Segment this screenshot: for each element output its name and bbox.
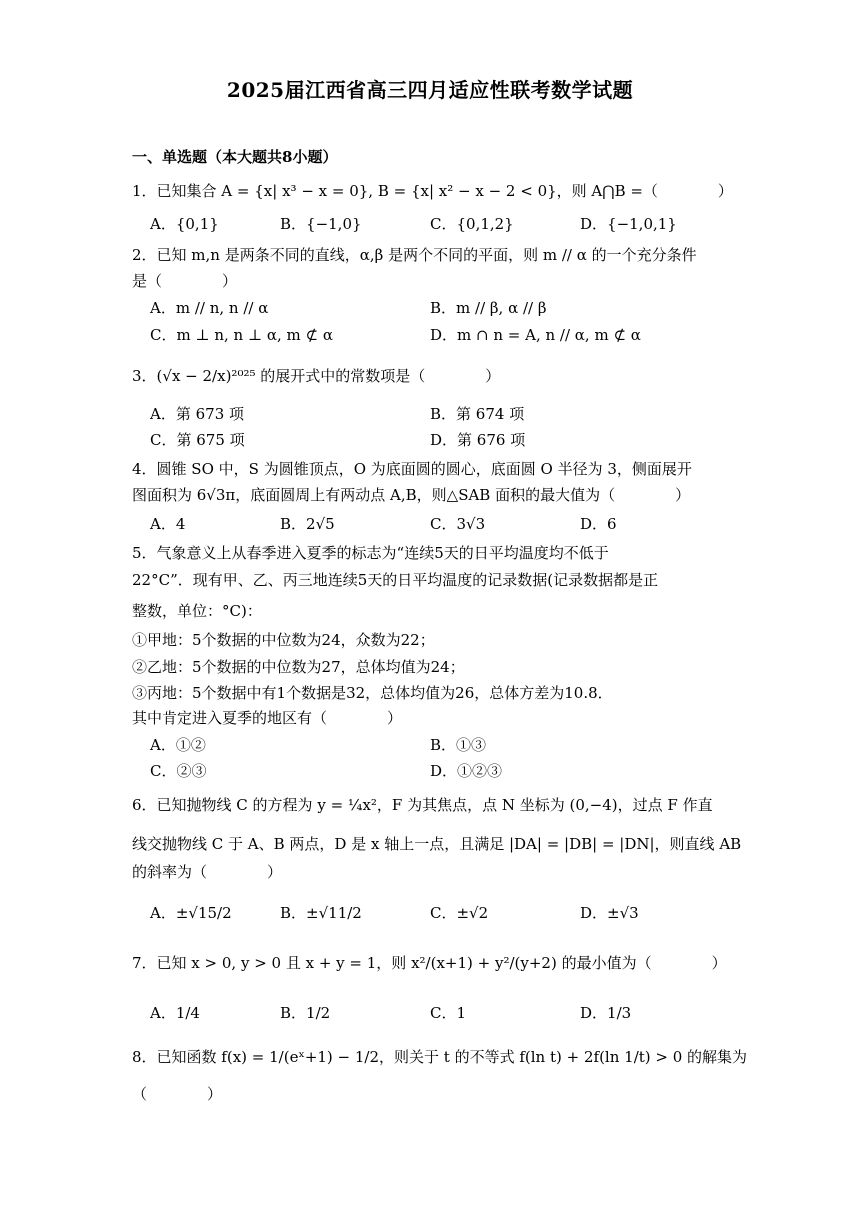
q2-option-c: C．m ⊥ n, n ⊥ α, m ⊄ α: [150, 326, 333, 344]
q6-line3: 的斜率为（ ）: [132, 863, 283, 881]
q3-option-d: D．第 676 项: [430, 431, 526, 449]
q6-option-a: A．±√15/2: [150, 904, 232, 922]
q1-option-c: C．{0,1,2}: [430, 215, 514, 233]
q7-stem: 7．已知 x > 0, y > 0 且 x + y = 1，则 x²/(x+1) + y²/(y+2) 的最小值为（ ）: [132, 954, 727, 972]
q2-option-d: D．m ∩ n = A, n // α, m ⊄ α: [430, 326, 641, 344]
q5-line5: ②乙地：5个数据的中位数为27，总体均值为24；: [132, 658, 465, 676]
q5-option-b: B．①③: [430, 736, 487, 754]
q5-line1: 5．气象意义上从春季进入夏季的标志为“连续5天的日平均温度均不低于: [132, 544, 609, 562]
q5-line6: ③丙地：5个数据中有1个数据是32，总体均值为26，总体方差为10.8．: [132, 684, 613, 702]
q5-line4: ①甲地：5个数据的中位数为24，众数为22；: [132, 631, 435, 649]
q6-option-c: C．±√2: [430, 904, 489, 922]
q2-option-b: B．m // β, α // β: [430, 299, 547, 317]
q8-line1: 8．已知函数 f(x) = 1/(eˣ+1) − 1/2，则关于 t 的不等式 f(ln t) + 2f(ln 1/t) > 0 的解集为: [132, 1048, 748, 1066]
q5-line7: 其中肯定进入夏季的地区有（ ）: [132, 709, 403, 727]
q2-option-a: A．m // n, n // α: [150, 299, 269, 317]
q5-option-a: A．①②: [150, 736, 206, 754]
q4-stem-line1: 4．圆锥 SO 中，S 为圆锥顶点，O 为底面圆的圆心，底面圆 O 半径为 3，侧面展开: [132, 460, 692, 478]
q1-option-a: A．{0,1}: [150, 215, 219, 233]
q4-option-c: C．3√3: [430, 515, 486, 533]
q4-option-b: B．2√5: [280, 515, 335, 533]
q5-line2: 22°C”．现有甲、乙、丙三地连续5天的日平均温度的记录数据(记录数据都是正: [132, 571, 659, 589]
q1-option-d: D．{−1,0,1}: [580, 215, 677, 233]
q3-option-b: B．第 674 项: [430, 405, 525, 423]
q6-line2: 线交抛物线 C 于 A、B 两点，D 是 x 轴上一点，且满足 |DA| = |DB| = |DN|，则直线 AB: [132, 835, 742, 853]
page-title: 2025届江西省高三四月适应性联考数学试题: [226, 78, 634, 102]
q1-stem: 1．已知集合 A = {x| x³ − x = 0}, B = {x| x² − x − 2 < 0}，则 A⋂B =（ ）: [132, 182, 733, 200]
q5-line3: 整数，单位：°C)：: [132, 602, 262, 620]
q7-option-c: C．1: [430, 1004, 467, 1022]
q3-option-c: C．第 675 项: [150, 431, 245, 449]
q2-stem-line1: 2．已知 m,n 是两条不同的直线，α,β 是两个不同的平面，则 m // α 的一个充分条件: [132, 246, 697, 264]
q8-line2: （ ）: [132, 1085, 223, 1103]
q5-option-c: C．②③: [150, 762, 207, 780]
q4-stem-line2: 图面积为 6√3π，底面圆周上有两动点 A,B，则△SAB 面积的最大值为（ ）: [132, 486, 691, 504]
q3-option-a: A．第 673 项: [150, 405, 244, 423]
q6-option-d: D．±√3: [580, 904, 639, 922]
q7-option-b: B．1/2: [280, 1004, 331, 1022]
q7-option-d: D．1/3: [580, 1004, 632, 1022]
q5-option-d: D．①②③: [430, 762, 503, 780]
q7-option-a: A．1/4: [150, 1004, 200, 1022]
q6-option-b: B．±√11/2: [280, 904, 362, 922]
q2-stem-line2: 是（ ）: [132, 272, 238, 290]
section-heading: 一、单选题（本大题共8小题）: [132, 148, 338, 166]
q4-option-a: A．4: [150, 515, 186, 533]
q4-option-d: D．6: [580, 515, 617, 533]
q3-stem: 3．(√x − 2/x)²⁰²⁵ 的展开式中的常数项是（ ）: [132, 367, 501, 385]
q1-option-b: B．{−1,0}: [280, 215, 362, 233]
q6-line1: 6．已知抛物线 C 的方程为 y = ¼x²，F 为其焦点，点 N 坐标为 (0,−4)，过点 F 作直: [132, 796, 713, 814]
